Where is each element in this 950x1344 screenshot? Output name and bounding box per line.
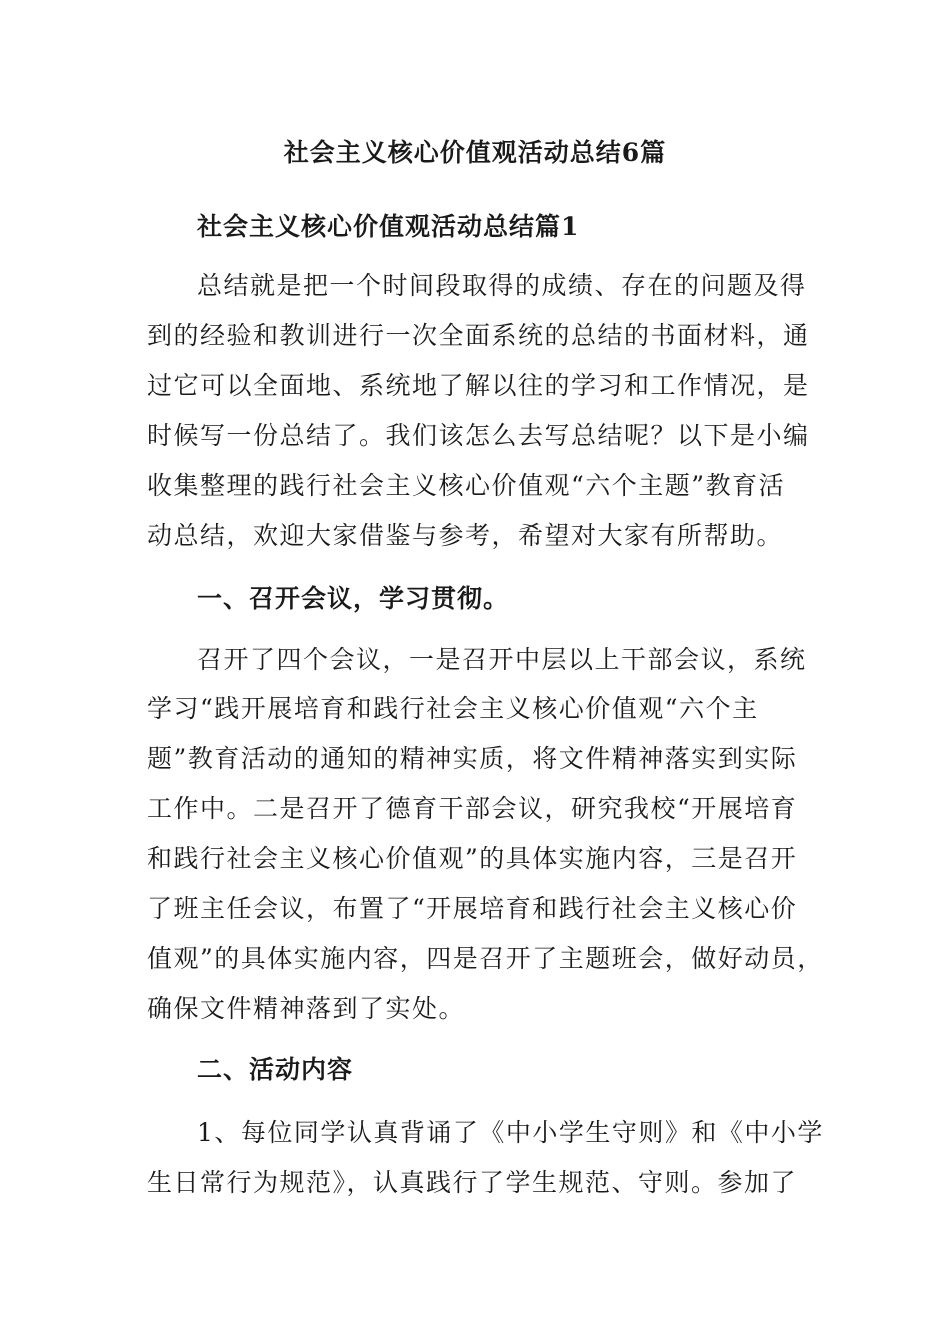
part1-line: 了班主任会议，布置了“开展培育和践行社会主义核心价 xyxy=(147,894,798,923)
intro-line: 时候写一份总结了。我们该怎么去写总结呢？以下是小编 xyxy=(147,421,810,450)
part2-line: 1、每位同学认真背诵了《中小学生守则》和《中小学 xyxy=(197,1118,824,1147)
intro-line: 收集整理的践行社会主义核心价值观“六个主题”教育活 xyxy=(147,471,786,500)
part1-line: 值观”的具体实施内容，四是召开了主题班会，做好动员， xyxy=(147,944,824,973)
part1-line: 确保文件精神落到了实处。 xyxy=(147,994,466,1023)
part1-line: 召开了四个会议，一是召开中层以上干部会议，系统 xyxy=(197,645,807,674)
intro-line: 总结就是把一个时间段取得的成绩、存在的问题及得 xyxy=(197,271,807,300)
document-title: 社会主义核心价值观活动总结6篇 xyxy=(283,138,667,167)
part2-heading: 二、活动内容 xyxy=(197,1055,354,1084)
part1-heading: 一、召开会议，学习贯彻。 xyxy=(197,584,510,613)
part1-line: 题”教育活动的通知的精神实质，将文件精神落实到实际 xyxy=(147,744,798,773)
intro-line: 动总结，欢迎大家借鉴与参考，希望对大家有所帮助。 xyxy=(147,521,784,550)
part1-line: 学习“践开展培育和践行社会主义核心价值观“六个主 xyxy=(147,694,759,723)
part1-line: 工作中。二是召开了德育干部会议，研究我校“开展培育 xyxy=(147,794,798,823)
section-heading-1: 社会主义核心价值观活动总结篇1 xyxy=(197,212,580,241)
intro-line: 过它可以全面地、系统地了解以往的学习和工作情况，是 xyxy=(147,371,810,400)
intro-line: 到的经验和教训进行一次全面系统的总结的书面材料，通 xyxy=(147,321,810,350)
part1-line: 和践行社会主义核心价值观”的具体实施内容，三是召开 xyxy=(147,844,798,873)
part2-line: 生日常行为规范》，认真践行了学生规范、守则。参加了 xyxy=(147,1168,798,1197)
